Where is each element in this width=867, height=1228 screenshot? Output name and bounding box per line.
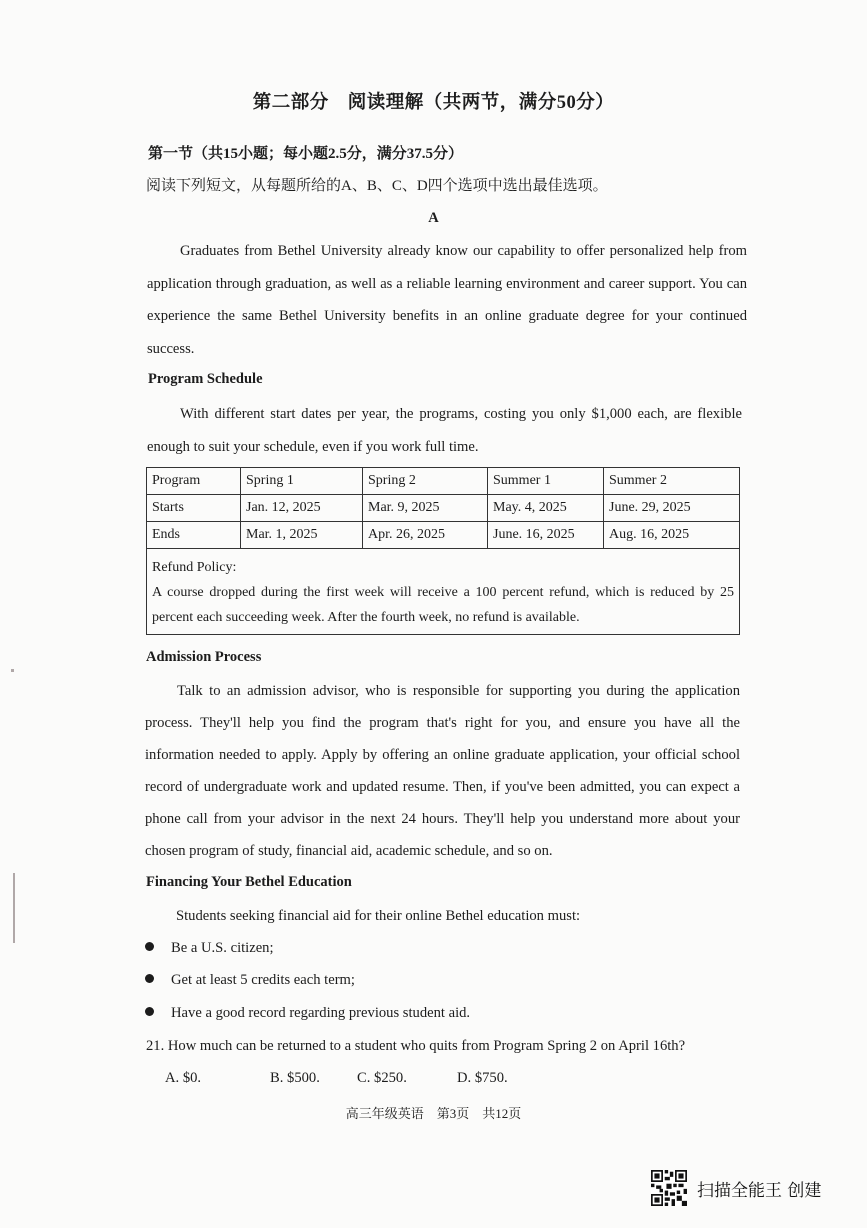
- admission-heading: Admission Process: [146, 649, 262, 665]
- table-cell: May. 4, 2025: [488, 495, 604, 522]
- instruction-text: 阅读下列短文，从每题所给的A、B、C、D四个选项中选出最佳选项。: [146, 178, 608, 194]
- list-item: [145, 997, 470, 1029]
- table-header-cell: Spring 2: [363, 468, 488, 495]
- financing-heading: Financing Your Bethel Education: [146, 874, 352, 890]
- table-row: [147, 468, 740, 495]
- table-cell: Starts: [147, 495, 241, 522]
- table-cell: Ends: [147, 522, 241, 549]
- table-cell: June. 16, 2025: [488, 522, 604, 549]
- table-header-cell: Summer 1: [488, 468, 604, 495]
- list-item: [145, 932, 274, 964]
- table-cell: Jan. 12, 2025: [241, 495, 363, 522]
- bullet-icon: [145, 974, 154, 983]
- refund-policy-text: A course dropped during the first week will receive a 100 percent refund, which is reduced by 25 percent each succeeding week. After the fourth week, no refund is available.: [152, 585, 734, 625]
- schedule-table: [146, 467, 740, 635]
- table-header-cell: Spring 1: [241, 468, 363, 495]
- table-row: [147, 495, 740, 522]
- qr-code-icon: [651, 1170, 687, 1206]
- table-header-cell: Summer 2: [604, 468, 740, 495]
- table-cell: Mar. 9, 2025: [363, 495, 488, 522]
- scan-edge-mark: [13, 873, 15, 943]
- list-item: [145, 964, 355, 996]
- option-c: C. $250.: [357, 1070, 407, 1086]
- part-title: 第二部分 阅读理解（共两节，满分50分）: [252, 93, 615, 113]
- program-schedule-heading: Program Schedule: [148, 371, 263, 387]
- admission-text: Talk to an admission advisor, who is responsible for supporting you during the application process. They'll help you find the program that's right for you, and ensure you have all the information needed to apply. Apply by offering an online graduate application, your official school record of undergraduate work and updated resume. Then, if you've been admitted, you can expect a phone call from your advisor in the next 24 hours. They'll help you understand more about your chosen program of study, financial aid, academic schedule, and so on.: [145, 683, 740, 859]
- refund-policy-label: Refund Policy:: [152, 560, 237, 575]
- scanner-watermark-text: 扫描全能王 创建: [697, 1180, 822, 1201]
- scan-edge-dot: [11, 669, 14, 672]
- list-item-text: Have a good record regarding previous student aid.: [171, 1005, 471, 1021]
- intro-paragraph: Graduates from Bethel University already know our capability to offer personalized help from application through graduation, as well as a reliable learning environment and career support. You can experience the same Bethel University benefits in an online graduate degree for your continued success.: [147, 243, 747, 357]
- table-header-cell: Program: [147, 468, 241, 495]
- question-21: 21. How much can be returned to a student who quits from Program Spring 2 on April 16th?: [146, 1038, 686, 1054]
- passage-letter: A: [428, 210, 439, 226]
- list-item-text: Get at least 5 credits each term;: [171, 972, 355, 988]
- option-a: A. $0.: [165, 1070, 202, 1086]
- table-row: [147, 549, 740, 635]
- financing-intro: Students seeking financial aid for their online Bethel education must:: [176, 908, 581, 924]
- table-row: [147, 522, 740, 549]
- bullet-icon: [145, 942, 154, 951]
- table-cell: Mar. 1, 2025: [241, 522, 363, 549]
- option-b: B. $500.: [270, 1070, 320, 1086]
- program-schedule-text: With different start dates per year, the programs, costing you only $1,000 each, are flexible enough to suit your schedule, even if you work full time.: [147, 406, 742, 455]
- section-heading: 第一节（共15小题；每小题2.5分，满分37.5分）: [148, 146, 464, 162]
- table-cell: June. 29, 2025: [604, 495, 740, 522]
- list-item-text: Be a U.S. citizen;: [171, 940, 274, 956]
- table-cell: Apr. 26, 2025: [363, 522, 488, 549]
- option-d: D. $750.: [457, 1070, 508, 1086]
- table-cell: Aug. 16, 2025: [604, 522, 740, 549]
- refund-policy-cell: [147, 549, 740, 635]
- bullet-icon: [145, 1007, 154, 1016]
- scanner-watermark: [651, 1170, 821, 1206]
- page-footer: 高三年级英语 第3页 共12页: [345, 1106, 522, 1121]
